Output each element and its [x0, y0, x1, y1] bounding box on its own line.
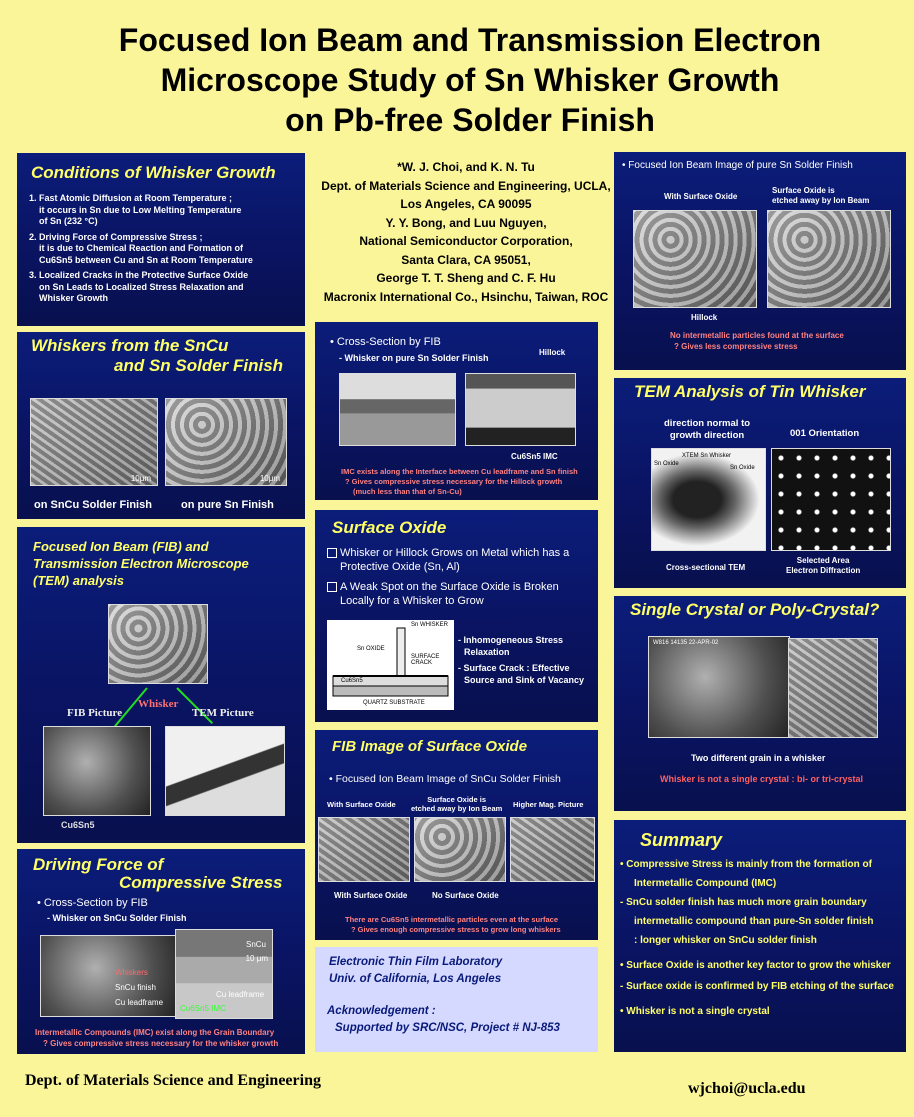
oxide-point-text: - Inhomogeneous Stress: [458, 635, 564, 645]
col-label: Higher Mag. Picture: [513, 800, 584, 809]
tem-image-label: XTEM Sn Whisker: [682, 453, 732, 459]
author-line: *W. J. Choi, and K. N. Tu: [397, 160, 535, 174]
lab-box: [315, 947, 598, 1052]
lab-university: Univ. of California, Los Angeles: [329, 973, 502, 985]
whisker-schematic: [327, 620, 454, 710]
cs-bullet: • Cross-Section by FIB: [330, 336, 441, 348]
summary-panel: [614, 820, 906, 1052]
fibtem-title-3: (TEM) analysis: [33, 573, 125, 588]
single-crystal-panel: [614, 596, 906, 811]
oxide-point-text: - Surface Crack : Effective: [458, 663, 570, 673]
cs-note-2: ? Gives compressive stress necessary for the Hillock growth: [345, 477, 563, 486]
condition-item-1: [29, 193, 253, 228]
author-line: George T. T. Sheng and C. F. Hu: [376, 271, 556, 285]
whiskers-label: Whiskers: [115, 968, 148, 977]
title-line-1: Focused Ion Beam and Transmission Electron: [118, 22, 822, 58]
crystal-title: Single Crystal or Poly-Crystal?: [630, 600, 880, 619]
sncu-whisker-image: [30, 398, 158, 486]
conditions-list: [29, 193, 253, 305]
oxide-item-text: A Weak Spot on the Surface Oxide is Broken: [340, 581, 559, 593]
tem-cap-text: Electron Diffraction: [786, 566, 861, 575]
whiskers-panel: [17, 332, 305, 519]
fib-pure-note-2: ? Gives less compressive stress: [674, 342, 798, 351]
fib-whisker-image: [108, 604, 208, 684]
driving-bullet: • Cross-Section by FIB: [37, 897, 148, 909]
pure-sn-caption: on pure Sn Finish: [181, 499, 274, 511]
fibtem-title-2: Transmission Electron Microscope: [33, 556, 249, 571]
tem-image: [165, 726, 285, 816]
scale-bar-label: 10 μm: [245, 954, 268, 963]
imc-label: Cu6Sn5 IMC: [511, 452, 558, 461]
checkbox-icon: [327, 548, 337, 558]
surface-oxide-panel: [315, 510, 598, 722]
driving-title-2: Compressive Stress: [119, 873, 283, 892]
author-line: Los Angeles, CA 90095: [400, 197, 532, 211]
sncu-label: SnCu: [245, 940, 266, 949]
tem-direction: [664, 418, 750, 442]
crystal-cap: Two different grain in a whisker: [691, 753, 826, 763]
col-label-text: etched away by Ion Beam: [411, 804, 503, 813]
cs-sub: - Whisker on pure Sn Solder Finish: [339, 353, 489, 363]
summary-line: • Whisker is not a single crystal: [620, 1006, 770, 1017]
oxide-item-2: [327, 580, 559, 608]
author-line: Dept. of Materials Science and Engineering, UCLA,: [321, 178, 611, 193]
summary-line: intermetallic compound than pure-Sn solder finish: [634, 916, 874, 927]
hillock-label: Hillock: [539, 348, 566, 357]
author-affiliations: [318, 158, 614, 306]
col-label: With Surface Oxide: [327, 800, 396, 809]
sncu-higher-mag-image: [510, 817, 595, 882]
tem-cap-text: Selected Area: [796, 556, 850, 565]
checkbox-icon: [327, 582, 337, 592]
fib-oxide-bullet: • Focused Ion Beam Image of SnCu Solder Finish: [329, 773, 561, 785]
author-line: Macronix International Co., Hsinchu, Taiwan, ROC: [323, 289, 609, 304]
whiskers-title-2: and Sn Solder Finish: [114, 356, 284, 375]
driving-note-1: Intermetallic Compounds (IMC) exist along the Grain Boundary: [35, 1028, 275, 1037]
col-label-text: Surface Oxide is: [772, 186, 835, 195]
fib-oxide-note-1: There are Cu6Sn5 intermetallic particles even at the surface: [345, 915, 559, 924]
fibtem-title-1: Focused Ion Beam (FIB) and: [33, 539, 209, 554]
cs-note-1: IMC exists along the Interface between Cu leadframe and Sn finish: [341, 467, 578, 476]
imc-label: Cu6Sn5 IMC: [180, 1004, 226, 1013]
scale-bar-label: 10μm: [130, 474, 151, 483]
summary-line: Intermetallic Compound (IMC): [634, 878, 777, 889]
oxide-item-text: Protective Oxide (Sn, Al): [340, 561, 460, 573]
tem-picture-label: TEM Picture: [192, 707, 254, 719]
scale-bar-label: 10μm: [259, 474, 280, 483]
fib-pure-note-1: No intermetallic particles found at the surface: [670, 331, 844, 340]
summary-line: : longer whisker on SnCu solder finish: [634, 935, 817, 946]
summary-line: - SnCu solder finish has much more grain boundary: [620, 897, 867, 908]
pure-sn-etched-image: [767, 210, 891, 308]
tem-cap-2: [786, 556, 860, 576]
fib-oxide-note-2: ? Gives enough compressive stress to grow long whiskers: [351, 925, 561, 934]
cu-leadframe-label: Cu leadframe: [216, 990, 265, 999]
driving-force-panel: [17, 849, 305, 1054]
oxide-point-2: [458, 662, 584, 686]
title-line-2: Microscope Study of Sn Whisker Growth: [160, 62, 780, 98]
sem-label: W816 14135 22-APR-02: [653, 640, 719, 646]
driving-note-2: ? Gives compressive stress necessary for the whisker growth: [43, 1039, 279, 1048]
crystal-sem-image-2: [788, 638, 878, 738]
footer-dept: Dept. of Materials Science and Engineering: [25, 1072, 321, 1089]
diagram-label: QUARTZ SUBSTRATE: [363, 700, 425, 706]
cs-note-3: (much less than that of Sn-Cu): [353, 487, 462, 496]
summary-list: [620, 855, 894, 1021]
sncu-imc-image: [175, 929, 273, 1019]
tem-analysis-panel: [614, 378, 906, 588]
summary-line: • Surface Oxide is another key factor to grow the whisker: [620, 960, 891, 971]
tem-direction-text: direction normal to: [664, 418, 751, 429]
fib-tem-panel: [17, 527, 305, 843]
poster-title: [20, 20, 914, 140]
sncu-cross-section-image: [40, 935, 178, 1017]
condition-line: Cu6Sn5 between Cu and Sn at Room Temperature: [39, 254, 253, 265]
oxide-point-text: Source and Sink of Vacancy: [464, 675, 585, 685]
oxide-point-text: Relaxation: [464, 647, 510, 657]
fib-pure-sn-panel: [614, 152, 906, 370]
pure-sn-whisker-image: [165, 398, 287, 486]
col-label: With Surface Oxide: [664, 192, 738, 201]
condition-line: 1. Fast Atomic Diffusion at Room Temperature ;: [29, 193, 233, 203]
tem-image-label: Sn Oxide: [654, 461, 679, 467]
author-line: Santa Clara, CA 95051,: [401, 252, 531, 267]
tem-orientation: 001 Orientation: [790, 428, 860, 439]
condition-line: it is due to Chemical Reaction and Formation of: [39, 243, 244, 253]
whisker-label: Whisker: [138, 698, 179, 710]
condition-line: it occurs in Sn due to Low Melting Temperature: [39, 204, 242, 215]
condition-line: Whisker Growth: [39, 293, 109, 303]
driving-title-1: Driving Force of: [33, 855, 164, 874]
fib-pure-bullet: • Focused Ion Beam Image of pure Sn Solder Finish: [622, 160, 853, 171]
sncu-finish-label: SnCu finish: [115, 983, 156, 992]
tem-image-label: Sn Oxide: [730, 465, 755, 471]
sncu-oxide-image: [318, 817, 410, 882]
condition-item-2: [29, 232, 253, 267]
fib-oxide-cap-1: With Surface Oxide: [334, 891, 408, 900]
surface-oxide-title: Surface Oxide: [332, 518, 447, 537]
condition-line: of Sn (232 °C): [39, 216, 98, 226]
hillock-label: Hillock: [691, 313, 718, 322]
cu6sn5-label: Cu6Sn5: [61, 820, 95, 830]
summary-title: Summary: [640, 830, 723, 850]
condition-line: 2. Driving Force of Compressive Stress ;: [29, 231, 203, 242]
pure-sn-oxide-image: [633, 210, 757, 308]
whiskers-title-1: Whiskers from the SnCu: [31, 336, 229, 355]
pure-sn-cs-image-1: [339, 373, 456, 446]
fib-oxide-title: FIB Image of Surface Oxide: [332, 738, 528, 755]
summary-line: • Compressive Stress is mainly from the formation of: [620, 859, 872, 870]
tem-cap-1: Cross-sectional TEM: [666, 563, 746, 572]
ack-heading: Acknowledgement :: [327, 1005, 436, 1017]
sncu-caption: on SnCu Solder Finish: [34, 499, 152, 511]
oxide-item-1: [327, 546, 569, 574]
conditions-title: Conditions of Whisker Growth: [31, 163, 276, 182]
sncu-etched-image: [414, 817, 506, 882]
tem-direction-text: growth direction: [669, 430, 745, 441]
diffraction-image: [771, 448, 891, 551]
oxide-item-text: Locally for a Whisker to Grow: [340, 595, 484, 607]
col-label-text: etched away by Ion Beam: [772, 196, 870, 205]
diagram-label: Sn WHISKER: [411, 622, 449, 628]
fib-oxide-cap-2: No Surface Oxide: [432, 891, 499, 900]
oxide-item-text: Whisker or Hillock Grows on Metal which has a: [340, 547, 570, 559]
oxide-point-1: [458, 634, 563, 658]
diagram-label: Sn OXIDE: [357, 646, 385, 652]
tem-title: TEM Analysis of Tin Whisker: [634, 382, 866, 401]
ack-support: Supported by SRC/NSC, Project # NJ-853: [335, 1022, 560, 1034]
driving-sub: - Whisker on SnCu Solder Finish: [47, 913, 187, 923]
diagram-label: Cu6Sn5: [341, 678, 363, 684]
author-line: Y. Y. Bong, and Luu Nguyen,: [385, 215, 547, 230]
crystal-sem-image-1: [648, 636, 790, 738]
lab-name: Electronic Thin Film Laboratory: [329, 956, 503, 968]
summary-line: - Surface oxide is confirmed by FIB etching of the surface: [620, 981, 894, 992]
conditions-panel: [17, 153, 305, 326]
fib-cross-section-image: [43, 726, 151, 816]
author-line: National Semiconductor Corporation,: [359, 234, 573, 248]
col-label: [772, 186, 869, 206]
diagram-label: SURFACE CRACK: [411, 654, 440, 666]
xtem-image: [651, 448, 766, 551]
pure-sn-cs-image-2: [465, 373, 576, 446]
fib-oxide-panel: [315, 730, 598, 940]
crystal-note: Whisker is not a single crystal : bi- or tri-crystal: [660, 774, 864, 784]
cu-leadframe-label: Cu leadframe: [115, 998, 164, 1007]
cross-section-panel: [315, 322, 598, 500]
col-label: [411, 795, 502, 813]
footer-email: wjchoi@ucla.edu: [688, 1080, 806, 1097]
condition-line: on Sn Leads to Localized Stress Relaxation and: [39, 281, 244, 292]
col-label-text: Surface Oxide is: [427, 795, 487, 804]
fib-picture-label: FIB Picture: [67, 707, 123, 719]
condition-line: 3. Localized Cracks in the Protective Surface Oxide: [29, 270, 249, 280]
condition-item-3: [29, 270, 253, 305]
title-line-3: on Pb-free Solder Finish: [285, 102, 655, 138]
